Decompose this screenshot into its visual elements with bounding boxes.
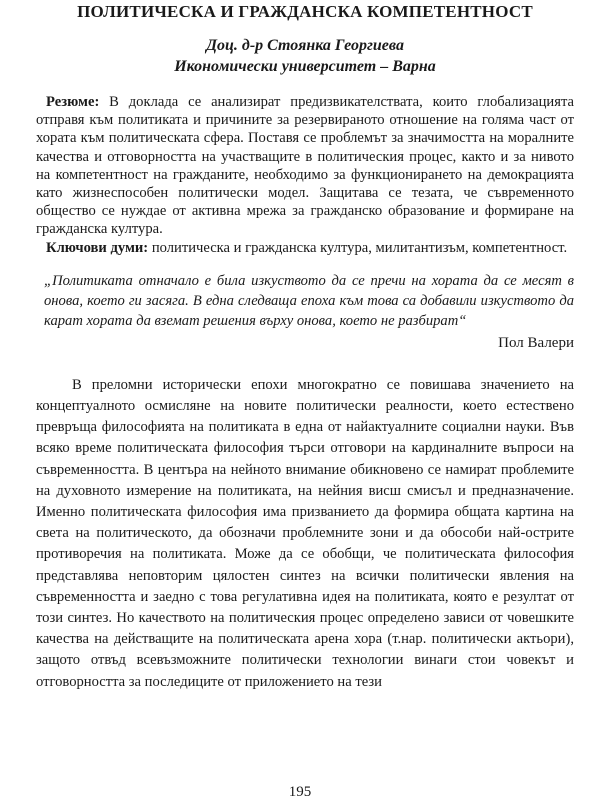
keywords <box>36 239 574 257</box>
abstract <box>36 93 574 239</box>
paper-title: ПОЛИТИЧЕСКА И ГРАЖДАНСКА КОМПЕТЕНТНОСТ <box>77 2 533 21</box>
epigraph-author: Пол Валери <box>498 334 574 351</box>
body-paragraph: В преломни исторически епохи многократно се повишава значението на концептуалното осмисляне на новите политически реалности, което естествено превръща философията на политиката в една от найактуалните социални науки. Във всяко време политическата философия търси отговори на кардиналните въпроси на съвременността. В центъра на нейното внимание обикновено се намират проблемите на духовното измерение на политиката, на нейния висш смисъл и предназначение. Именно политическата философия има призванието да формира общата картина на света на политическото, да обозначи проблемните зони и да обособи най-острите противоречия на политиката. Може да се обобщи, че политическата философия представлява неповторим цялостен синтез на всички политически явления на съвременността и заедно с това регулативна идея на политиката, която е резултат от този синтез. Но качеството на политическия процес определено зависи от човешките качества на действащите на политическата арена хора (т.нар. политически актьори), защото отвъд всевъзможните политически технологии винаги стои човекът и отговорността за последиците от приложението на тези <box>36 376 574 690</box>
abstract-text: В доклада се анализират предизвикателствата, които глобализацията отправя към политиката и причините за резервираното отношение на голяма част от хората към политическата сфера. Поставя се проблемът за значимостта на моралните качества и отговорността на участващите в политическия процес, както и за нивото на компетентност на гражданите, необходимо за функционирането на демокрацията като жизнеспособен политически модел. Защитава се тезата, че съвременното общество се нуждае от активна мрежа за гражданско образование и формиране на гражданска култура. <box>36 94 574 238</box>
author-name: Доц. д-р Стоянка Георгиева <box>206 37 404 54</box>
author-affiliation: Икономически университет – Варна <box>174 58 436 75</box>
epigraph <box>36 271 574 353</box>
epigraph-quote: „Политиката отначало е била изкуството да се пречи на хората да се месят в онова, което ги засяга. В една следваща епоха към това са добавили изкуството да карат хората да вземат решения върху онова, което не разбират“ <box>44 272 574 329</box>
keywords-text: политическа и гражданска култура, милитантизъм, компетентност. <box>148 239 568 256</box>
abstract-label: Резюме: <box>46 94 100 110</box>
keywords-label: Ключови думи: <box>46 239 149 256</box>
page-number: 195 <box>288 784 312 800</box>
